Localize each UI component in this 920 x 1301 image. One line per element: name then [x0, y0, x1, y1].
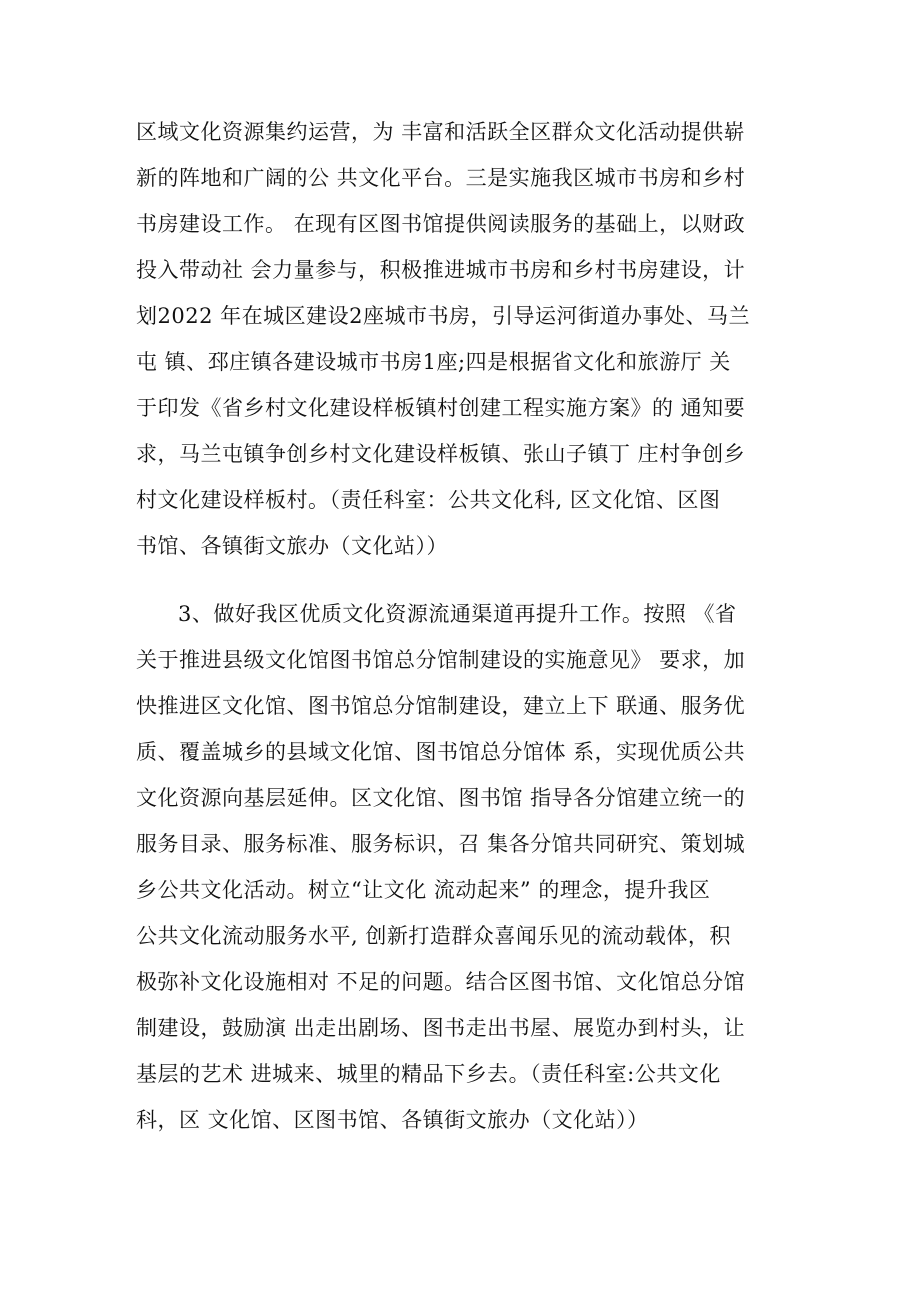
- text-line: 服务目录、服务标准、服务标识，召 集各分馆共同研究、策划城: [136, 832, 746, 856]
- text-line: 制建设，鼓励演 出走出剧场、图书走出书屋、展览办到村头，让: [136, 1016, 746, 1040]
- text-line: 屯 镇、邳庄镇各建设城市书房1座;四是根据省文化和旅游厅 关: [136, 350, 731, 374]
- text-line: 区域文化资源集约运营，为 丰富和活跃全区群众文化活动提供崭: [136, 120, 746, 144]
- text-line: 村文化建设样板村。（责任科室：公共文化科, 区文化馆、区图: [136, 488, 721, 512]
- text-line: 基层的艺术 进城来、城里的精品下乡去。（责任科室:公共文化: [136, 1062, 721, 1086]
- text-line: 关于推进县级文化馆图书馆总分馆制建设的实施意见》 要求，加: [136, 648, 746, 672]
- text-line: 书房建设工作。 在现有区图书馆提供阅读服务的基础上，以财政: [136, 212, 746, 236]
- text-line: 新的阵地和广阔的公 共文化平台。三是实施我区城市书房和乡村: [136, 166, 746, 190]
- text-line: 文化资源向基层延伸。区文化馆、图书馆 指导各分馆建立统一的: [136, 786, 746, 810]
- text-line: 快推进区文化馆、图书馆总分馆制建设，建立上下 联通、服务优: [136, 694, 746, 718]
- text-line: 划2022 年在城区建设2座城市书房，引导运河街道办事处、马兰: [136, 304, 750, 328]
- text-line: 求，马兰屯镇争创乡村文化建设样板镇、张山子镇丁 庄村争创乡: [136, 442, 746, 466]
- text-line: 书馆、各镇街文旅办（文化站））: [136, 534, 448, 558]
- text-line: 科，区 文化馆、区图书馆、各镇街文旅办（文化站））: [136, 1108, 649, 1132]
- text-line: 公共文化流动服务水平, 创新打造群众喜闻乐见的流动载体，积: [136, 924, 731, 948]
- text-line: 投入带动社 会力量参与，积极推进城市书房和乡村书房建设，计: [136, 258, 746, 282]
- paragraph-first-line: 3、做好我区优质文化资源流通渠道再提升工作。按照 《省: [178, 602, 737, 626]
- text-line: 乡公共文化活动。树立“让文化 流动起来” 的理念，提升我区: [136, 878, 711, 902]
- text-line: 质、覆盖城乡的县域文化馆、图书馆总分馆体 系，实现优质公共: [136, 740, 746, 764]
- text-line: 极弥补文化设施相对 不足的问题。结合区图书馆、文化馆总分馆: [136, 970, 746, 994]
- text-line: 于印发《省乡村文化建设样板镇村创建工程实施方案》的 通知要: [136, 396, 746, 420]
